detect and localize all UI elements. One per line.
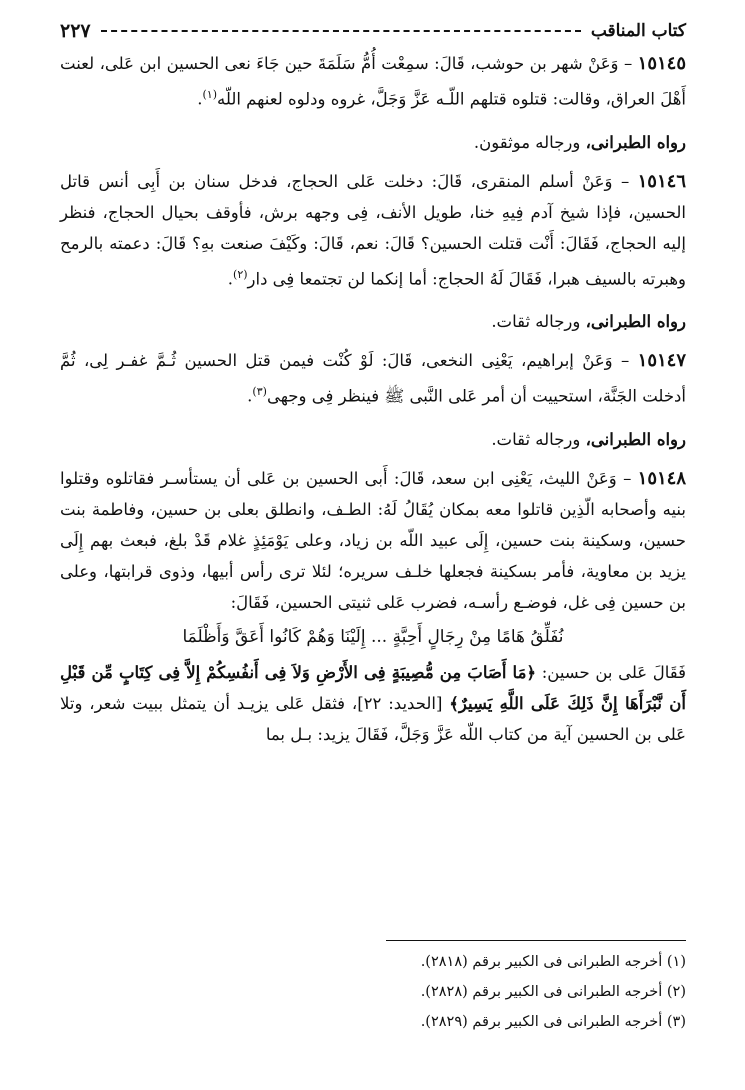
narration-grade: ورجاله موثقون.	[473, 132, 586, 152]
hadith-text: وَعَنْ شهر بن حوشب، قَالَ: سمِعْت أُمُّ سَلَمَةَ حين جَاءَ نعى الحسين ابن عَلى، لعنت أَهْلَ العراق، وقالت: قتلوه قتلهم اللّـه عَزَّ وَجَلَّ، غروه ودلوه لعنهم اللّه	[60, 54, 686, 109]
narration-note	[60, 424, 686, 455]
hadith-entry-15148: ١٥١٤٨ – وَعَنْ الليث، يَعْنِى ابن سعد، قَالَ: أَبى الحسين بن عَلى أن يستأسـر فقاتلوه وقتلوا بنيه وأصحابه الّذِين قاتلوا معه بمكان يُقَالُ لَهُ: الطـف، وانطلق بعلى بن حسين، وفاطمة بنت حسين، وسكينة بنت حسين، إِلَى عبيد اللّه بن زياد، وعلى يَوْمَئِذٍ غلام قَدْ بلغ، فبعث بهم إِلَى يزيد بن معاوية، فأمر بسكينة فجعلها خلـف سريره؛ لئلا ترى رأس أبيها، وذوى قرابتها، وعلى بن حسين فِى غل، فوضـع رأسـه، فضرب عَلى ثنيتى الحسين، فَقَالَ:	[60, 467, 686, 612]
hadith-number: ١٥١٤٨	[637, 467, 686, 489]
footnote-ref: (١)	[202, 88, 218, 101]
hadith-end: .	[227, 269, 234, 288]
hadith-text: وَعَنْ أسلم المنقرى، قَالَ: دخلت عَلى الحجاج، فدخل سنان بن أَبِى أنس قاتل الحسين، فإذا شيخ آدم فِيهِ خنا، طويل الأنف، فِى وجهه برش، فأوقف بحيال الحجاج، فنظر إليه الحجاج، فَقَالَ: أَنْت قتلت الحسين؟ قَالَ: نعم، قَالَ: وكَيْفَ صنعت بهِ؟ قَالَ: دعمته بالرمح وهبرته بالسيف هبرا، فَقَالَ لَهُ الحجاج: أما إنكما لن تجتمعا فِى دار	[60, 171, 686, 288]
narration-source: رواه الطبرانى،	[585, 429, 686, 449]
hadith-entry-15146: ١٥١٤٦ – وَعَنْ أسلم المنقرى، قَالَ: دخلت عَلى الحجاج، فدخل سنان بن أَبِى أنس قاتل الحسين، فإذا شيخ آدم فِيهِ خنا، طويل الأنف، فِى وجهه برش، فأوقف بحيال الحجاج، فنظر إليه الحجاج، فَقَالَ: أَنْت قتلت الحسين؟ قَالَ: نعم، قَالَ: وكَيْفَ صنعت بهِ؟ قَالَ: دعمته بالرمح وهبرته بالسيف هبرا، فَقَالَ لَهُ الحجاج: أما إنكما لن تجتمعا فِى دار$^{(٢)}$.	[60, 170, 686, 288]
hadith-text: وَعَنْ إبراهيم، يَعْنِى النخعى، قَالَ: لَوْ كُنْت فيمن قتل الحسين ثُـمَّ غفـر لِى، ثُمَّ أدخلت الجَنَّة، استحييت أن أمر عَلى النَّبى ﷺ فينظر فِى وجهى	[60, 351, 686, 406]
footnote-ref: (٢)	[233, 267, 248, 281]
continuation-rest: [الحديد: ٢٢]، فثقل عَلى يزيـد أن يتمثل ببيت شعر، وتلا عَلى بن الحسين آية من كتاب اللّه عَزَّ وَجَلَّ، فَقَالَ يزيد: بـل بما	[60, 693, 686, 744]
footnote-divider	[386, 940, 686, 941]
hadith-entry-15147: ١٥١٤٧ – وَعَنْ إبراهيم، يَعْنِى النخعى، قَالَ: لَوْ كُنْت فيمن قتل الحسين ثُـمَّ غفـر لِى، ثُمَّ أدخلت الجَنَّة، استحييت أن أمر عَلى النَّبى ﷺ فينظر فِى وجهى$^{(٣)}$.	[60, 350, 686, 406]
footnotes	[60, 940, 686, 1037]
poem-verse: نُفَلِّقُ هَامًا مِنْ رِجَالٍ أَحِبَّةٍ ... إِلَيْنَا وَهُمْ كَانُوا أَعَقَّ وَأَظْلَمَا	[182, 626, 564, 647]
continuation-intro: فَقَالَ عَلى بن حسين:	[536, 662, 686, 682]
hadith-entry-15145: ١٥١٤٥ – وَعَنْ شهر بن حوشب، قَالَ: سمِعْت أُمُّ سَلَمَةَ حين جَاءَ نعى الحسين ابن عَلى، لعنت أَهْلَ العراق، وقالت: قتلوه قتلهم اللّـه عَزَّ وَجَلَّ، غروه ودلوه لعنهم اللّه$^{(١)}$.	[60, 53, 686, 109]
narration-grade: ورجاله ثقات.	[491, 312, 586, 331]
hadith-continuation	[60, 657, 686, 750]
header-dashed-rule	[101, 30, 581, 32]
hadith-end: .	[247, 386, 253, 406]
hadith-text: وَعَنْ الليث، يَعْنِى ابن سعد، قَالَ: أَبى الحسين بن عَلى أن يستأسـر فقاتلوه وقتلوا بنيه وأصحابه الّذِين قاتلوا معه بمكان يُقَالُ لَهُ: الطـف، وانطلق بعلى بن حسين، وفاطمة بنت حسين، وسكينة بنت حسين، إِلَى عبيد اللّه بن زياد، وعلى يَوْمَئِذٍ غلام قَدْ بلغ، فبعث بهم إِلَى يزيد بن معاوية، فأمر بسكينة فجعلها خلـف سريره؛ لئلا ترى رأس أبيها، وذوى قرابتها، وعلى بن حسين فِى غل، فوضـع رأسـه، فضرب عَلى ثنيتى الحسين، فَقَالَ:	[60, 468, 686, 612]
page-body	[60, 48, 686, 750]
footnote-item: (٣) أخرجه الطبرانى فى الكبير برقم (٢٨٢٩).	[420, 1014, 686, 1030]
narration-source: رواه الطبرانى،	[585, 132, 686, 152]
footnote-ref: (٣)	[252, 385, 267, 398]
running-head	[60, 14, 686, 48]
quran-verse: ﴿مَا أَصَابَ مِن مُّصِيبَةٍ فِى الأَرْضِ وَلاَ فِى أَنفُسِكُمْ إِلاَّ فِى كِتَابٍ مِّن قَبْلِ أَن نَّبْرَأَهَا إِنَّ ذَلِكَ عَلَى اللَّهِ يَسِيرٌ﴾	[60, 662, 686, 713]
hadith-number: ١٥١٤٥	[637, 53, 686, 74]
narration-note	[60, 127, 686, 158]
narration-note	[60, 306, 686, 337]
narration-source: رواه الطبرانى،	[585, 312, 686, 331]
book-title: كتاب المناقب	[590, 21, 686, 41]
hadith-number: ١٥١٤٦	[637, 170, 686, 192]
hadith-end: .	[197, 89, 203, 109]
page-number: ٢٢٧	[60, 20, 91, 42]
footnote-item: (١) أخرجه الطبرانى فى الكبير برقم (٢٨١٨).	[420, 954, 686, 970]
page	[60, 14, 686, 750]
hadith-number: ١٥١٤٧	[637, 350, 686, 371]
narration-grade: ورجاله ثقات.	[491, 429, 586, 449]
footnote-item: (٢) أخرجه الطبرانى فى الكبير برقم (٢٨٢٨).	[420, 984, 686, 1000]
